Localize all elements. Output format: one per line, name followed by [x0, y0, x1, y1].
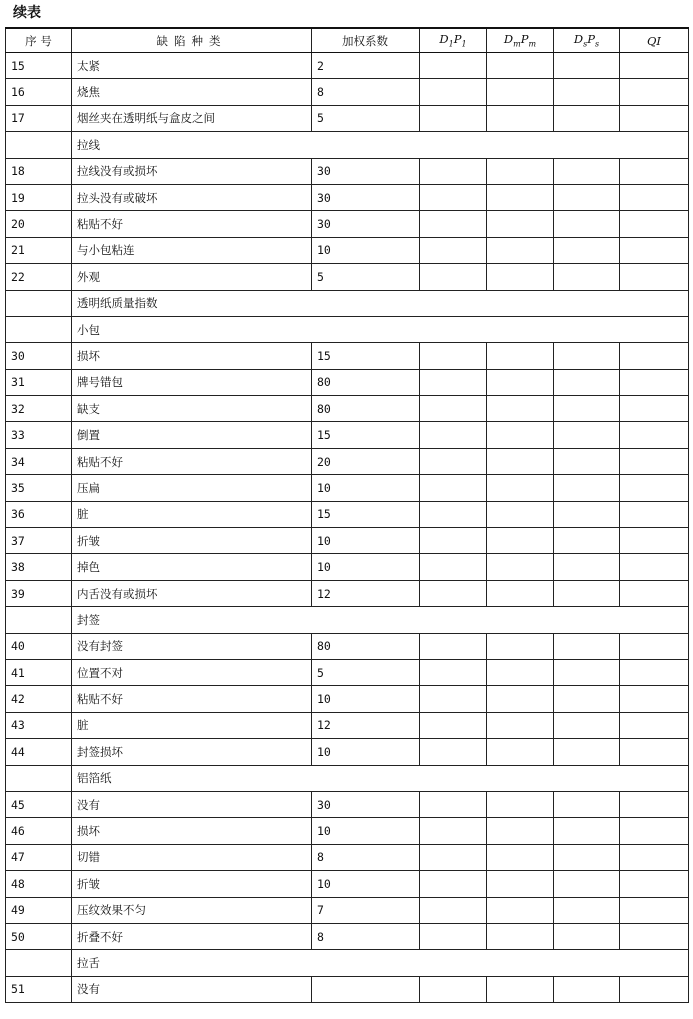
- table-row: [6, 448, 689, 474]
- cell-weight: 5: [312, 659, 420, 685]
- cell-defect-name: 脏: [72, 712, 312, 738]
- cell-qi: [620, 448, 689, 474]
- cell-d1p1: [420, 448, 487, 474]
- cell-dmpm: [487, 369, 554, 395]
- cell-dsps: [554, 53, 620, 79]
- cell-defect-name: 小包: [72, 316, 312, 342]
- cell-dmpm: [487, 343, 554, 369]
- cell-seq: 18: [6, 158, 72, 184]
- cell-empty: [420, 316, 487, 342]
- cell-seq: 40: [6, 633, 72, 659]
- cell-dmpm: [487, 818, 554, 844]
- table-row: [6, 475, 689, 501]
- section-row: [6, 765, 689, 791]
- cell-dsps: [554, 818, 620, 844]
- cell-dsps: [554, 791, 620, 817]
- cell-d1p1: [420, 501, 487, 527]
- cell-seq: [6, 607, 72, 633]
- cell-defect-name: 烧焦: [72, 79, 312, 105]
- cell-weight: [312, 316, 420, 342]
- cell-weight: 30: [312, 184, 420, 210]
- cell-dmpm: [487, 448, 554, 474]
- cell-weight: 5: [312, 264, 420, 290]
- cell-dsps: [554, 211, 620, 237]
- cell-qi: [620, 739, 689, 765]
- cell-empty: [420, 765, 487, 791]
- cell-weight: 80: [312, 369, 420, 395]
- cell-qi: [620, 528, 689, 554]
- cell-d1p1: [420, 184, 487, 210]
- cell-d1p1: [420, 158, 487, 184]
- cell-defect-name: 牌号错包: [72, 369, 312, 395]
- table-row: [6, 976, 689, 1002]
- cell-empty: [487, 607, 554, 633]
- cell-dmpm: [487, 791, 554, 817]
- cell-weight: [312, 765, 420, 791]
- cell-weight: 8: [312, 844, 420, 870]
- cell-dsps: [554, 343, 620, 369]
- cell-qi: [620, 343, 689, 369]
- cell-d1p1: [420, 739, 487, 765]
- cell-d1p1: [420, 686, 487, 712]
- cell-qi: [620, 158, 689, 184]
- cell-defect-name: 切错: [72, 844, 312, 870]
- cell-defect-name: 粘贴不好: [72, 686, 312, 712]
- cell-dmpm: [487, 475, 554, 501]
- cell-d1p1: [420, 396, 487, 422]
- cell-defect-name: 没有封签: [72, 633, 312, 659]
- cell-empty: [420, 290, 487, 316]
- cell-dsps: [554, 184, 620, 210]
- table-row: [6, 264, 689, 290]
- table-row: [6, 369, 689, 395]
- cell-seq: 37: [6, 528, 72, 554]
- table-row: [6, 53, 689, 79]
- cell-empty: [420, 132, 487, 158]
- cell-d1p1: [420, 264, 487, 290]
- table-row: [6, 211, 689, 237]
- cell-seq: [6, 290, 72, 316]
- cell-dmpm: [487, 105, 554, 131]
- header-weight: 加权系数: [312, 28, 420, 53]
- cell-empty: [554, 132, 620, 158]
- cell-seq: 51: [6, 976, 72, 1002]
- cell-defect-name: 拉线没有或损坏: [72, 158, 312, 184]
- cell-qi: [620, 396, 689, 422]
- cell-dsps: [554, 686, 620, 712]
- cell-defect-name: 与小包粘连: [72, 237, 312, 263]
- cell-dmpm: [487, 79, 554, 105]
- cell-empty: [554, 765, 620, 791]
- cell-weight: 15: [312, 422, 420, 448]
- cell-empty: [554, 607, 620, 633]
- cell-qi: [620, 369, 689, 395]
- table-row: [6, 237, 689, 263]
- cell-dmpm: [487, 712, 554, 738]
- table-row: [6, 712, 689, 738]
- cell-weight: 80: [312, 396, 420, 422]
- cell-seq: [6, 765, 72, 791]
- cell-empty: [554, 950, 620, 976]
- cell-qi: [620, 844, 689, 870]
- cell-defect-name: 内舌没有或损坏: [72, 580, 312, 606]
- cell-defect-name: 太紧: [72, 53, 312, 79]
- cell-weight: 30: [312, 211, 420, 237]
- cell-dsps: [554, 580, 620, 606]
- cell-qi: [620, 897, 689, 923]
- cell-seq: [6, 316, 72, 342]
- cell-seq: 30: [6, 343, 72, 369]
- header-row: [6, 28, 689, 53]
- cell-dmpm: [487, 396, 554, 422]
- cell-seq: 19: [6, 184, 72, 210]
- cell-qi: [620, 712, 689, 738]
- table-row: [6, 897, 689, 923]
- cell-dmpm: [487, 633, 554, 659]
- table-row: [6, 158, 689, 184]
- cell-dmpm: [487, 264, 554, 290]
- cell-weight: 8: [312, 923, 420, 949]
- section-row: [6, 607, 689, 633]
- section-row: [6, 132, 689, 158]
- cell-empty: [620, 765, 689, 791]
- cell-dsps: [554, 475, 620, 501]
- cell-qi: [620, 53, 689, 79]
- cell-defect-name: 封签: [72, 607, 312, 633]
- cell-qi: [620, 501, 689, 527]
- cell-dsps: [554, 659, 620, 685]
- cell-weight: [312, 976, 420, 1002]
- section-row: [6, 950, 689, 976]
- cell-dmpm: [487, 739, 554, 765]
- cell-seq: 16: [6, 79, 72, 105]
- cell-d1p1: [420, 528, 487, 554]
- cell-defect-name: 封签损坏: [72, 739, 312, 765]
- cell-dmpm: [487, 528, 554, 554]
- cell-dsps: [554, 554, 620, 580]
- header-dsps: $D_sP_s$: [554, 28, 620, 53]
- cell-qi: [620, 554, 689, 580]
- cell-d1p1: [420, 369, 487, 395]
- header-qi: QI: [620, 28, 689, 53]
- cell-dmpm: [487, 897, 554, 923]
- cell-empty: [620, 290, 689, 316]
- table-row: [6, 184, 689, 210]
- cell-qi: [620, 422, 689, 448]
- cell-qi: [620, 237, 689, 263]
- cell-empty: [420, 607, 487, 633]
- cell-weight: 15: [312, 501, 420, 527]
- cell-d1p1: [420, 79, 487, 105]
- cell-qi: [620, 264, 689, 290]
- cell-seq: 22: [6, 264, 72, 290]
- cell-weight: 10: [312, 237, 420, 263]
- cell-dsps: [554, 501, 620, 527]
- cell-defect-name: 外观: [72, 264, 312, 290]
- cell-seq: 15: [6, 53, 72, 79]
- cell-d1p1: [420, 475, 487, 501]
- cell-d1p1: [420, 633, 487, 659]
- cell-weight: [312, 607, 420, 633]
- cell-dmpm: [487, 844, 554, 870]
- cell-dsps: [554, 923, 620, 949]
- cell-d1p1: [420, 580, 487, 606]
- cell-weight: 10: [312, 871, 420, 897]
- cell-seq: 35: [6, 475, 72, 501]
- cell-dsps: [554, 871, 620, 897]
- cell-dsps: [554, 528, 620, 554]
- cell-qi: [620, 871, 689, 897]
- cell-weight: 80: [312, 633, 420, 659]
- cell-d1p1: [420, 554, 487, 580]
- cell-defect-name: 掉色: [72, 554, 312, 580]
- cell-weight: 12: [312, 712, 420, 738]
- cell-dsps: [554, 105, 620, 131]
- cell-empty: [554, 290, 620, 316]
- cell-empty: [620, 316, 689, 342]
- table-caption: 续表: [13, 5, 41, 21]
- cell-empty: [420, 950, 487, 976]
- cell-defect-name: 倒置: [72, 422, 312, 448]
- cell-weight: 2: [312, 53, 420, 79]
- table-body: [6, 53, 689, 1003]
- cell-d1p1: [420, 422, 487, 448]
- table-row: [6, 923, 689, 949]
- table-row: [6, 791, 689, 817]
- cell-seq: 46: [6, 818, 72, 844]
- cell-defect-name: 粘贴不好: [72, 448, 312, 474]
- cell-seq: 21: [6, 237, 72, 263]
- table-row: [6, 844, 689, 870]
- cell-empty: [554, 316, 620, 342]
- header-seq: 序 号: [6, 28, 72, 53]
- cell-dmpm: [487, 871, 554, 897]
- cell-seq: 34: [6, 448, 72, 474]
- cell-qi: [620, 633, 689, 659]
- cell-qi: [620, 686, 689, 712]
- cell-dsps: [554, 448, 620, 474]
- table-row: [6, 633, 689, 659]
- cell-dmpm: [487, 554, 554, 580]
- cell-defect-name: 折皱: [72, 871, 312, 897]
- cell-weight: [312, 132, 420, 158]
- cell-qi: [620, 818, 689, 844]
- cell-d1p1: [420, 105, 487, 131]
- cell-weight: 5: [312, 105, 420, 131]
- cell-dmpm: [487, 422, 554, 448]
- cell-seq: 33: [6, 422, 72, 448]
- cell-seq: 50: [6, 923, 72, 949]
- cell-dmpm: [487, 659, 554, 685]
- cell-weight: 10: [312, 739, 420, 765]
- cell-seq: 31: [6, 369, 72, 395]
- cell-defect-name: 拉舌: [72, 950, 312, 976]
- cell-d1p1: [420, 237, 487, 263]
- table-row: [6, 659, 689, 685]
- table-row: [6, 686, 689, 712]
- cell-seq: 42: [6, 686, 72, 712]
- cell-dmpm: [487, 184, 554, 210]
- header-dmpm: $D_mP_m$: [487, 28, 554, 53]
- cell-dsps: [554, 633, 620, 659]
- cell-defect-name: 没有: [72, 791, 312, 817]
- cell-d1p1: [420, 897, 487, 923]
- cell-dmpm: [487, 237, 554, 263]
- cell-seq: 43: [6, 712, 72, 738]
- cell-weight: 10: [312, 554, 420, 580]
- table-row: [6, 396, 689, 422]
- cell-d1p1: [420, 53, 487, 79]
- cell-empty: [487, 132, 554, 158]
- cell-defect-name: 损坏: [72, 818, 312, 844]
- cell-defect-name: 烟丝夹在透明纸与盒皮之间: [72, 105, 312, 131]
- cell-d1p1: [420, 844, 487, 870]
- cell-dmpm: [487, 158, 554, 184]
- cell-seq: [6, 950, 72, 976]
- cell-qi: [620, 475, 689, 501]
- table-row: [6, 580, 689, 606]
- cell-weight: 15: [312, 343, 420, 369]
- cell-seq: 32: [6, 396, 72, 422]
- cell-dsps: [554, 422, 620, 448]
- cell-d1p1: [420, 976, 487, 1002]
- cell-weight: 10: [312, 528, 420, 554]
- table-row: [6, 422, 689, 448]
- cell-defect-name: 拉线: [72, 132, 312, 158]
- table-row: [6, 105, 689, 131]
- cell-dmpm: [487, 53, 554, 79]
- cell-seq: 36: [6, 501, 72, 527]
- cell-dmpm: [487, 211, 554, 237]
- cell-seq: 41: [6, 659, 72, 685]
- cell-weight: 10: [312, 475, 420, 501]
- cell-qi: [620, 659, 689, 685]
- cell-d1p1: [420, 818, 487, 844]
- cell-seq: 39: [6, 580, 72, 606]
- cell-weight: 7: [312, 897, 420, 923]
- cell-empty: [487, 290, 554, 316]
- cell-qi: [620, 184, 689, 210]
- cell-dsps: [554, 844, 620, 870]
- header-defect-type: 缺陷种类: [72, 28, 312, 53]
- cell-empty: [620, 132, 689, 158]
- cell-defect-name: 损坏: [72, 343, 312, 369]
- table-row: [6, 79, 689, 105]
- cell-qi: [620, 791, 689, 817]
- cell-d1p1: [420, 871, 487, 897]
- section-row: [6, 290, 689, 316]
- cell-weight: 30: [312, 791, 420, 817]
- cell-dsps: [554, 369, 620, 395]
- cell-dmpm: [487, 686, 554, 712]
- cell-seq: 49: [6, 897, 72, 923]
- cell-weight: [312, 290, 420, 316]
- cell-defect-name: 压纹效果不匀: [72, 897, 312, 923]
- cell-weight: 10: [312, 686, 420, 712]
- cell-dmpm: [487, 923, 554, 949]
- cell-seq: 47: [6, 844, 72, 870]
- cell-defect-name: 脏: [72, 501, 312, 527]
- cell-qi: [620, 976, 689, 1002]
- cell-defect-name: 透明纸质量指数: [72, 290, 312, 316]
- table-row: [6, 528, 689, 554]
- cell-qi: [620, 923, 689, 949]
- table-row: [6, 739, 689, 765]
- cell-defect-name: 拉头没有或破坏: [72, 184, 312, 210]
- cell-qi: [620, 105, 689, 131]
- cell-d1p1: [420, 343, 487, 369]
- section-row: [6, 316, 689, 342]
- cell-defect-name: 压扁: [72, 475, 312, 501]
- cell-qi: [620, 79, 689, 105]
- cell-seq: 48: [6, 871, 72, 897]
- cell-empty: [620, 607, 689, 633]
- cell-defect-name: 位置不对: [72, 659, 312, 685]
- cell-seq: 17: [6, 105, 72, 131]
- cell-defect-name: 粘贴不好: [72, 211, 312, 237]
- cell-empty: [487, 950, 554, 976]
- cell-d1p1: [420, 211, 487, 237]
- cell-defect-name: 铝箔纸: [72, 765, 312, 791]
- cell-d1p1: [420, 712, 487, 738]
- table-row: [6, 818, 689, 844]
- cell-d1p1: [420, 923, 487, 949]
- cell-dmpm: [487, 501, 554, 527]
- cell-seq: 20: [6, 211, 72, 237]
- cell-dsps: [554, 976, 620, 1002]
- cell-weight: 8: [312, 79, 420, 105]
- table-row: [6, 343, 689, 369]
- cell-empty: [620, 950, 689, 976]
- cell-seq: 38: [6, 554, 72, 580]
- cell-dsps: [554, 712, 620, 738]
- cell-weight: [312, 950, 420, 976]
- cell-qi: [620, 211, 689, 237]
- cell-weight: 10: [312, 818, 420, 844]
- cell-dmpm: [487, 580, 554, 606]
- cell-weight: 12: [312, 580, 420, 606]
- cell-defect-name: 没有: [72, 976, 312, 1002]
- cell-weight: 20: [312, 448, 420, 474]
- cell-empty: [487, 316, 554, 342]
- defect-table: [5, 27, 689, 1003]
- cell-dsps: [554, 158, 620, 184]
- table-row: [6, 871, 689, 897]
- cell-dsps: [554, 396, 620, 422]
- cell-seq: 45: [6, 791, 72, 817]
- cell-empty: [487, 765, 554, 791]
- table-row: [6, 501, 689, 527]
- cell-dsps: [554, 739, 620, 765]
- cell-seq: [6, 132, 72, 158]
- table-row: [6, 554, 689, 580]
- cell-d1p1: [420, 659, 487, 685]
- cell-dsps: [554, 897, 620, 923]
- cell-dsps: [554, 79, 620, 105]
- cell-qi: [620, 580, 689, 606]
- cell-defect-name: 折叠不好: [72, 923, 312, 949]
- header-d1p1: $D_1P_1$: [420, 28, 487, 53]
- cell-d1p1: [420, 791, 487, 817]
- cell-dsps: [554, 264, 620, 290]
- cell-dsps: [554, 237, 620, 263]
- cell-seq: 44: [6, 739, 72, 765]
- cell-weight: 30: [312, 158, 420, 184]
- cell-defect-name: 折皱: [72, 528, 312, 554]
- cell-defect-name: 缺支: [72, 396, 312, 422]
- cell-dmpm: [487, 976, 554, 1002]
